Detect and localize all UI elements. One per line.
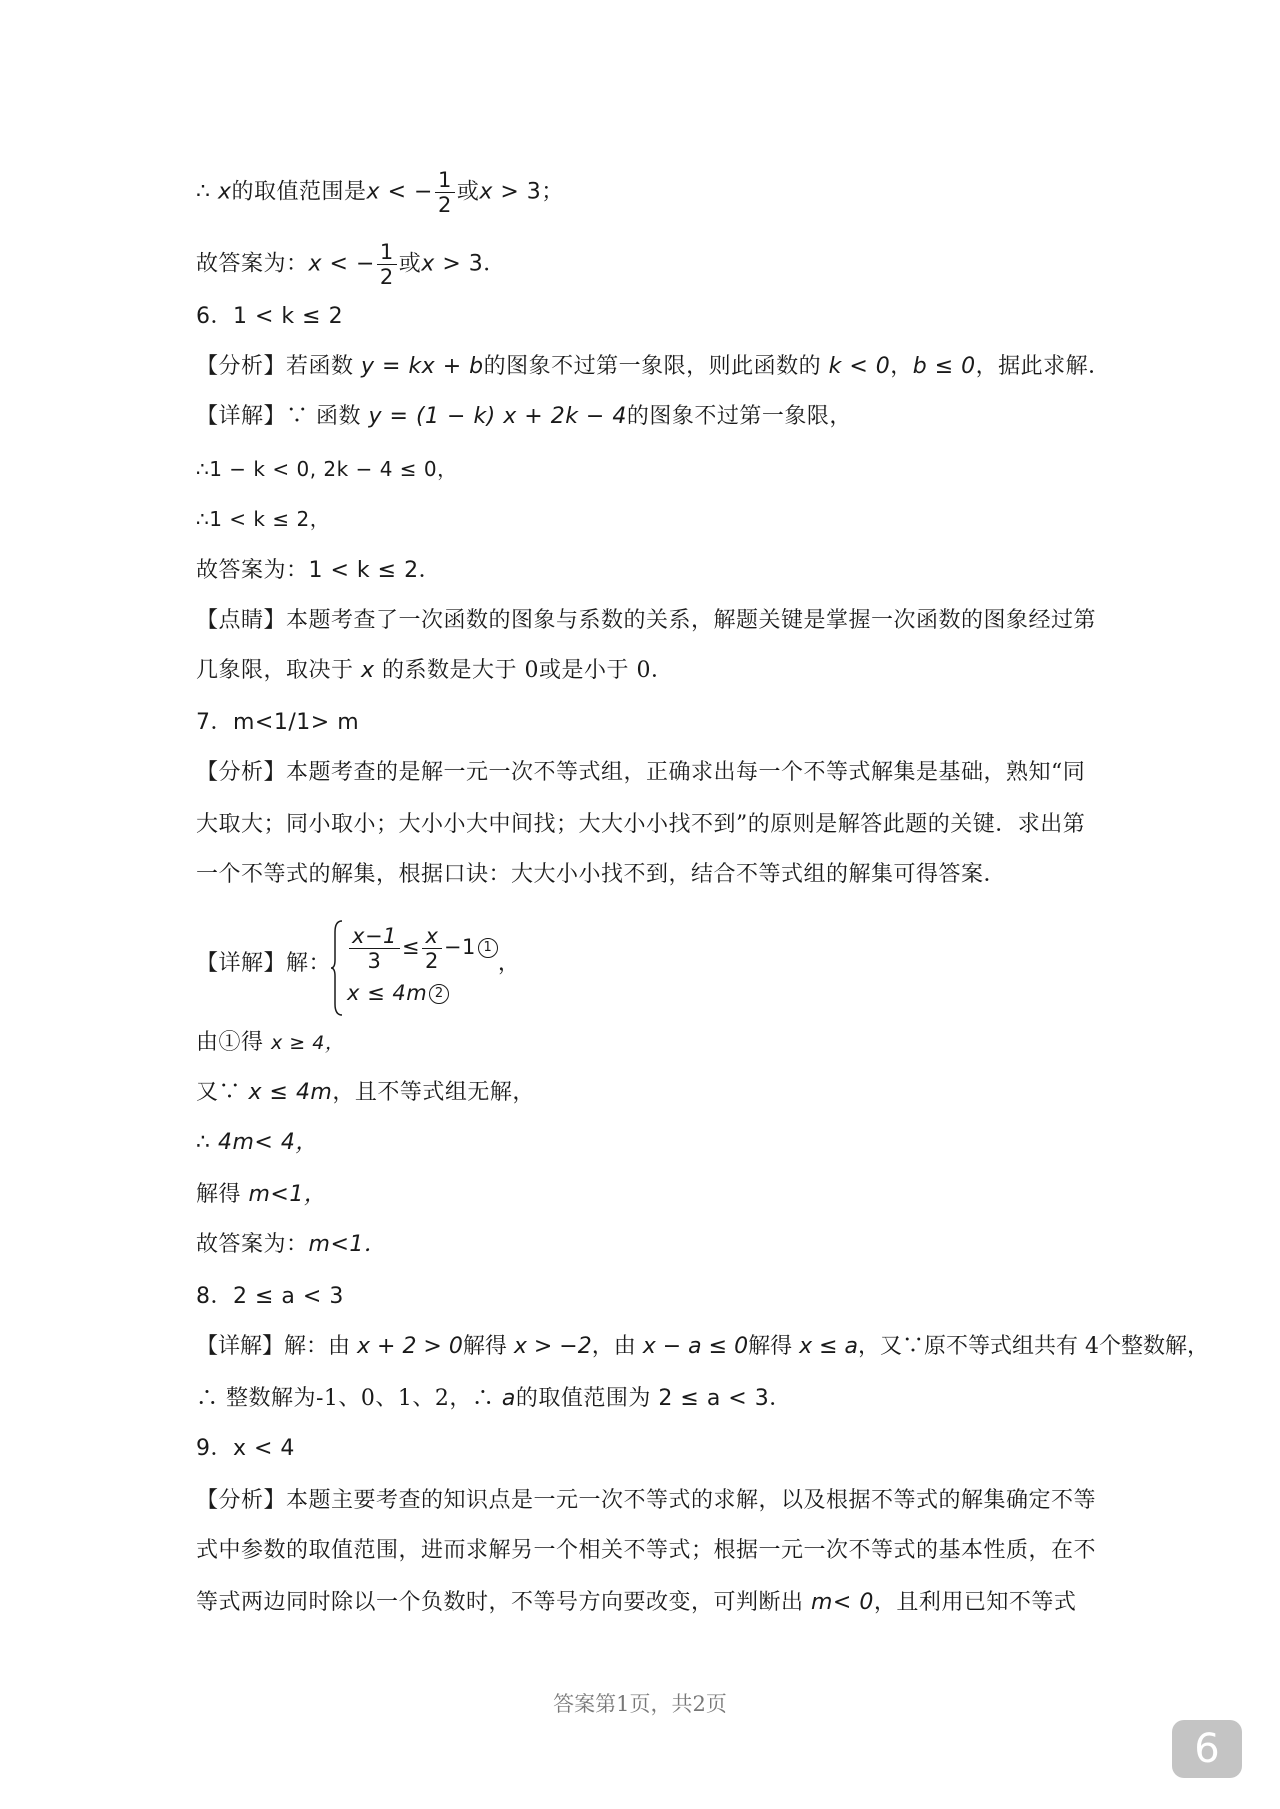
system-row-1 <box>347 918 498 976</box>
fraction <box>422 924 442 973</box>
page-number-badge[interactable]: 6 <box>1172 1720 1242 1778</box>
fraction-numerator: 1 <box>377 240 397 265</box>
text-line-24 <box>196 1332 1209 1362</box>
math-var: x <box>308 251 323 277</box>
fraction-denominator: 2 <box>437 193 452 217</box>
text-fragment: 又∵ <box>196 1080 249 1105</box>
math-expr: x ≤ a <box>799 1334 858 1359</box>
math-expr: y = (1 − k) x + 2k − 4 <box>368 404 627 429</box>
text-line-14: 【分析】本题考查的是解一元一次不等式组，正确求出每一个不等式解集是基础，熟知“同 <box>196 760 1086 785</box>
left-brace-icon <box>331 920 343 1016</box>
text-fragment: 【分析】若函数 <box>196 354 361 379</box>
math-var: a <box>501 1386 516 1411</box>
math-expr: b ≤ 0 <box>912 354 976 379</box>
text-line-detail-6 <box>196 402 852 432</box>
text-line-15: 大取大；同小取小；大小小大中间找；大大小小找不到”的原则是解答此题的关键．求出第 <box>196 812 1086 837</box>
text-fragment: 或 <box>456 179 480 205</box>
fraction-numerator: 1 <box>435 168 455 193</box>
text-fragment: ，又∵原不等式组共有 4个整数解， <box>858 1334 1209 1359</box>
text-fragment: 故答案为： <box>196 1232 309 1257</box>
fraction-denominator: 2 <box>425 948 439 973</box>
math-op: < − <box>322 251 375 277</box>
text-fragment: ， <box>497 951 521 976</box>
text-line-25 <box>196 1384 792 1414</box>
math-expr: k < 0 <box>828 354 891 379</box>
math-op: ≤ <box>401 935 421 959</box>
page-footer: 答案第1页，共2页 <box>553 1692 727 1716</box>
text-fragment: 或 <box>398 251 422 277</box>
text-line-28: 式中参数的取值范围，进而求解另一个相关不等式；根据一元一次不等式的基本性质，在不 <box>196 1538 1097 1563</box>
question-6-answer: 6．1 < k ≤ 2 <box>196 304 344 329</box>
math-var: x <box>366 179 381 205</box>
text-fragment: 的图象不过第一象限，则此函数的 <box>483 354 829 379</box>
math-var: x <box>361 658 375 683</box>
text-line-analysis-6 <box>196 352 1111 382</box>
math-op: > 3． <box>434 251 506 277</box>
text-line-22 <box>196 1230 386 1260</box>
math-expr: m< 0 <box>811 1590 874 1615</box>
fraction-numerator: x−1 <box>349 924 400 949</box>
text-fragment: 几象限，取决于 <box>196 658 361 683</box>
therefore-symbol: ∴ <box>196 179 218 205</box>
text-fragment: 等式两边同时除以一个负数时，不等号方向要改变，可判断出 <box>196 1590 811 1615</box>
circled-number: 2 <box>429 984 449 1004</box>
math-op: < − <box>380 179 433 205</box>
text-line-17-system <box>196 914 520 1014</box>
text-fragment: 由①得 <box>196 1030 271 1055</box>
text-line-29 <box>196 1588 1076 1618</box>
text-fragment: ， <box>890 354 913 379</box>
text-fragment: 故答案为： <box>196 558 309 583</box>
text-line-12 <box>196 656 674 686</box>
text-fragment: 解得 <box>462 1334 514 1359</box>
fraction-denominator: 3 <box>367 948 382 973</box>
math-expr: m<1． <box>308 1232 387 1257</box>
question-8-answer: 8．2 ≤ a < 3 <box>196 1284 344 1309</box>
math-op: −1 <box>443 935 476 959</box>
math-expr: y = kx + b <box>361 354 484 379</box>
math-expr: x > −2 <box>513 1334 592 1359</box>
text-fragment: 解得 <box>196 1182 249 1207</box>
math-expr: x ≥ 4， <box>271 1032 345 1054</box>
math-expr: x ≤ 4m <box>248 1080 333 1105</box>
text-line-2 <box>196 240 506 289</box>
text-fragment: ，且不等式组无解， <box>332 1080 535 1105</box>
inequality-system <box>331 918 498 1010</box>
fraction-denominator: 2 <box>379 265 394 289</box>
math-var: x <box>479 179 493 205</box>
math-var: x <box>218 179 232 205</box>
math-op: > 3； <box>492 179 564 205</box>
math-expr: 2 ≤ a < 3． <box>658 1386 792 1411</box>
text-line-8: ∴1 − k < 0, 2k − 4 ≤ 0， <box>196 457 458 481</box>
math-expr: x ≤ 4m <box>347 981 428 1005</box>
text-fragment: 解得 <box>748 1334 800 1359</box>
text-fragment: ，由 <box>591 1334 643 1359</box>
text-fragment: 故答案为： <box>196 251 309 277</box>
text-fragment: 的取值范围是 <box>231 179 367 205</box>
math-var: x <box>421 251 435 277</box>
text-fragment: ∴ 整数解为-1、0、1、2，∴ <box>196 1386 502 1411</box>
text-line-19 <box>196 1078 535 1108</box>
text-fragment: 的取值范围为 <box>515 1386 659 1411</box>
math-expr: 1 < k ≤ 2． <box>308 558 442 583</box>
text-fragment: ，且利用已知不等式 <box>873 1590 1077 1615</box>
text-fragment: 的系数是大于 0或是小于 0． <box>374 658 674 683</box>
fraction-half <box>435 168 455 217</box>
text-line-10 <box>196 556 441 586</box>
text-line-11: 【点睛】本题考查了一次函数的图象与系数的关系，解题关键是掌握一次函数的图象经过第 <box>196 608 1097 633</box>
text-line-18 <box>196 1028 344 1058</box>
question-7-answer: 7．m<1/1> m <box>196 710 360 735</box>
text-line-1 <box>196 168 564 217</box>
fraction <box>349 924 400 973</box>
text-fragment: 的图象不过第一象限， <box>626 404 852 429</box>
question-9-answer: 9．x < 4 <box>196 1436 295 1461</box>
text-fragment: 【详解】解： <box>196 951 332 976</box>
text-fragment: 【详解】∵ 函数 <box>196 404 369 429</box>
text-fragment: 【详解】解：由 <box>196 1334 357 1359</box>
circled-number: 1 <box>478 938 498 958</box>
fraction-half <box>377 240 397 289</box>
text-line-20: ∴ 4m< 4， <box>196 1130 318 1155</box>
text-line-21 <box>196 1180 326 1210</box>
math-expr: m<1， <box>248 1182 327 1207</box>
fraction-numerator: x <box>422 924 442 949</box>
text-line-27: 【分析】本题主要考查的知识点是一元一次不等式的求解，以及根据不等式的解集确定不等 <box>196 1488 1097 1513</box>
system-row-2 <box>347 976 498 1010</box>
text-fragment: ，据此求解． <box>975 354 1111 379</box>
math-expr: x + 2 > 0 <box>357 1334 463 1359</box>
text-line-16: 一个不等式的解集，根据口诀：大大小小找不到，结合不等式组的解集可得答案． <box>196 862 1007 887</box>
math-expr: x − a ≤ 0 <box>642 1334 749 1359</box>
text-line-9: ∴1 < k ≤ 2， <box>196 507 331 531</box>
